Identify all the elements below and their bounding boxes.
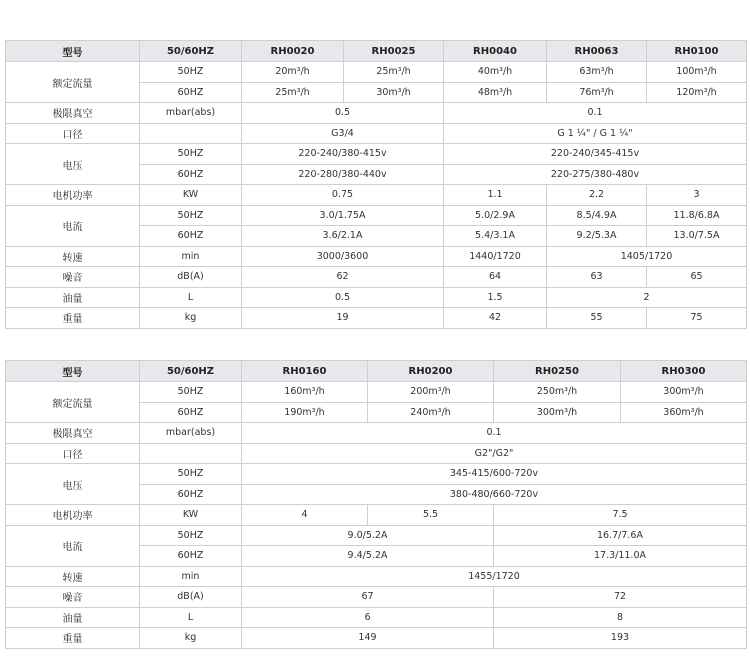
- value-cell: 0.5: [242, 103, 444, 124]
- unit-cell: [140, 123, 242, 144]
- table-row: [6, 103, 747, 124]
- voltage-label: 电压: [6, 144, 140, 185]
- value-cell: 1405/1720: [547, 246, 747, 267]
- table-row: [6, 607, 747, 628]
- value-cell: 8.5/4.9A: [547, 205, 647, 226]
- freq-cell: 50HZ: [140, 464, 242, 485]
- speed-label: 转速: [6, 566, 140, 587]
- value-cell: 48m³/h: [444, 82, 547, 103]
- table-row: [6, 246, 747, 267]
- header-row: [6, 41, 747, 62]
- table-row: [6, 123, 747, 144]
- value-cell: 40m³/h: [444, 62, 547, 83]
- value-cell: 63m³/h: [547, 62, 647, 83]
- header-row: [6, 361, 747, 382]
- rated-flow-label: 额定流量: [6, 382, 140, 423]
- value-cell: 13.0/7.5A: [647, 226, 747, 247]
- value-cell: 8: [494, 607, 747, 628]
- value-cell: 62: [242, 267, 444, 288]
- value-cell: 3.0/1.75A: [242, 205, 444, 226]
- value-cell: 200m³/h: [368, 382, 494, 403]
- value-cell: G3/4: [242, 123, 444, 144]
- value-cell: 0.5: [242, 287, 444, 308]
- unit-cell: L: [140, 287, 242, 308]
- freq-cell: 60HZ: [140, 484, 242, 505]
- value-cell: 7.5: [494, 505, 747, 526]
- freq-cell: 50HZ: [140, 205, 242, 226]
- value-cell: 63: [547, 267, 647, 288]
- value-cell: 220-240/380-415v: [242, 144, 444, 165]
- table-row: [6, 308, 747, 329]
- value-cell: 9.4/5.2A: [242, 546, 494, 567]
- frequency-header: 50/60HZ: [140, 361, 242, 382]
- value-cell: 75: [647, 308, 747, 329]
- frequency-header: 50/60HZ: [140, 41, 242, 62]
- freq-cell: 60HZ: [140, 402, 242, 423]
- table-row: [6, 287, 747, 308]
- oil-label: 油量: [6, 287, 140, 308]
- value-cell: 120m³/h: [647, 82, 747, 103]
- table-row: [6, 505, 747, 526]
- value-cell: 1.5: [444, 287, 547, 308]
- value-cell: 220-280/380-440v: [242, 164, 444, 185]
- value-cell: 0.1: [444, 103, 747, 124]
- table-row: [6, 566, 747, 587]
- value-cell: 20m³/h: [242, 62, 344, 83]
- value-cell: 100m³/h: [647, 62, 747, 83]
- freq-cell: 50HZ: [140, 144, 242, 165]
- table-row: [6, 205, 747, 226]
- value-cell: 19: [242, 308, 444, 329]
- model-rh0160: RH0160: [242, 361, 368, 382]
- value-cell: 1440/1720: [444, 246, 547, 267]
- value-cell: 5.4/3.1A: [444, 226, 547, 247]
- model-rh0025: RH0025: [344, 41, 444, 62]
- value-cell: 11.8/6.8A: [647, 205, 747, 226]
- value-cell: 76m³/h: [547, 82, 647, 103]
- value-cell: 17.3/11.0A: [494, 546, 747, 567]
- spec-table-1: [5, 40, 747, 329]
- value-cell: G2"/G2": [242, 443, 747, 464]
- value-cell: 2: [547, 287, 747, 308]
- table-row: [6, 628, 747, 649]
- ultimate-vacuum-label: 极限真空: [6, 103, 140, 124]
- unit-cell: kg: [140, 628, 242, 649]
- value-cell: 6: [242, 607, 494, 628]
- model-rh0040: RH0040: [444, 41, 547, 62]
- speed-label: 转速: [6, 246, 140, 267]
- motor-power-label: 电机功率: [6, 505, 140, 526]
- value-cell: 4: [242, 505, 368, 526]
- model-rh0200: RH0200: [368, 361, 494, 382]
- value-cell: 30m³/h: [344, 82, 444, 103]
- value-cell: 72: [494, 587, 747, 608]
- port-label: 口径: [6, 443, 140, 464]
- value-cell: 5.5: [368, 505, 494, 526]
- unit-cell: [140, 443, 242, 464]
- value-cell: 3.6/2.1A: [242, 226, 444, 247]
- model-rh0250: RH0250: [494, 361, 621, 382]
- unit-cell: min: [140, 566, 242, 587]
- table-row: [6, 443, 747, 464]
- unit-cell: L: [140, 607, 242, 628]
- value-cell: 220-240/345-415v: [444, 144, 747, 165]
- value-cell: 250m³/h: [494, 382, 621, 403]
- value-cell: 300m³/h: [621, 382, 747, 403]
- table-row: [6, 587, 747, 608]
- value-cell: 42: [444, 308, 547, 329]
- motor-power-label: 电机功率: [6, 185, 140, 206]
- value-cell: 5.0/2.9A: [444, 205, 547, 226]
- value-cell: 65: [647, 267, 747, 288]
- weight-label: 重量: [6, 308, 140, 329]
- unit-cell: min: [140, 246, 242, 267]
- port-label: 口径: [6, 123, 140, 144]
- oil-label: 油量: [6, 607, 140, 628]
- model-header: 型号: [6, 41, 140, 62]
- value-cell: 0.1: [242, 423, 747, 444]
- unit-cell: dB(A): [140, 587, 242, 608]
- table-row: [6, 267, 747, 288]
- weight-label: 重量: [6, 628, 140, 649]
- value-cell: 193: [494, 628, 747, 649]
- rated-flow-label: 额定流量: [6, 62, 140, 103]
- value-cell: 149: [242, 628, 494, 649]
- freq-cell: 60HZ: [140, 546, 242, 567]
- value-cell: 25m³/h: [242, 82, 344, 103]
- freq-cell: 60HZ: [140, 164, 242, 185]
- value-cell: 3000/3600: [242, 246, 444, 267]
- value-cell: 220-275/380-480v: [444, 164, 747, 185]
- value-cell: 190m³/h: [242, 402, 368, 423]
- value-cell: 1455/1720: [242, 566, 747, 587]
- current-label: 电流: [6, 205, 140, 246]
- unit-cell: KW: [140, 185, 242, 206]
- voltage-label: 电压: [6, 464, 140, 505]
- value-cell: 67: [242, 587, 494, 608]
- value-cell: G 1 ¼" / G 1 ¼": [444, 123, 747, 144]
- freq-cell: 50HZ: [140, 62, 242, 83]
- table-row: [6, 62, 747, 83]
- noise-label: 噪音: [6, 267, 140, 288]
- freq-cell: 60HZ: [140, 226, 242, 247]
- table-row: [6, 464, 747, 485]
- value-cell: 64: [444, 267, 547, 288]
- value-cell: 380-480/660-720v: [242, 484, 747, 505]
- unit-cell: kg: [140, 308, 242, 329]
- unit-cell: mbar(abs): [140, 423, 242, 444]
- value-cell: 300m³/h: [494, 402, 621, 423]
- table-row: [6, 144, 747, 165]
- model-rh0100: RH0100: [647, 41, 747, 62]
- value-cell: 16.7/7.6A: [494, 525, 747, 546]
- unit-cell: KW: [140, 505, 242, 526]
- spec-table-2: [5, 360, 747, 649]
- value-cell: 1.1: [444, 185, 547, 206]
- noise-label: 噪音: [6, 587, 140, 608]
- table-row: [6, 525, 747, 546]
- value-cell: 160m³/h: [242, 382, 368, 403]
- model-rh0063: RH0063: [547, 41, 647, 62]
- model-rh0020: RH0020: [242, 41, 344, 62]
- value-cell: 2.2: [547, 185, 647, 206]
- freq-cell: 50HZ: [140, 382, 242, 403]
- table-row: [6, 423, 747, 444]
- value-cell: 55: [547, 308, 647, 329]
- unit-cell: mbar(abs): [140, 103, 242, 124]
- value-cell: 9.0/5.2A: [242, 525, 494, 546]
- value-cell: 0.75: [242, 185, 444, 206]
- value-cell: 25m³/h: [344, 62, 444, 83]
- freq-cell: 60HZ: [140, 82, 242, 103]
- table-row: [6, 382, 747, 403]
- value-cell: 3: [647, 185, 747, 206]
- current-label: 电流: [6, 525, 140, 566]
- value-cell: 360m³/h: [621, 402, 747, 423]
- value-cell: 345-415/600-720v: [242, 464, 747, 485]
- model-rh0300: RH0300: [621, 361, 747, 382]
- value-cell: 9.2/5.3A: [547, 226, 647, 247]
- model-header: 型号: [6, 361, 140, 382]
- freq-cell: 50HZ: [140, 525, 242, 546]
- value-cell: 240m³/h: [368, 402, 494, 423]
- unit-cell: dB(A): [140, 267, 242, 288]
- table-row: [6, 185, 747, 206]
- ultimate-vacuum-label: 极限真空: [6, 423, 140, 444]
